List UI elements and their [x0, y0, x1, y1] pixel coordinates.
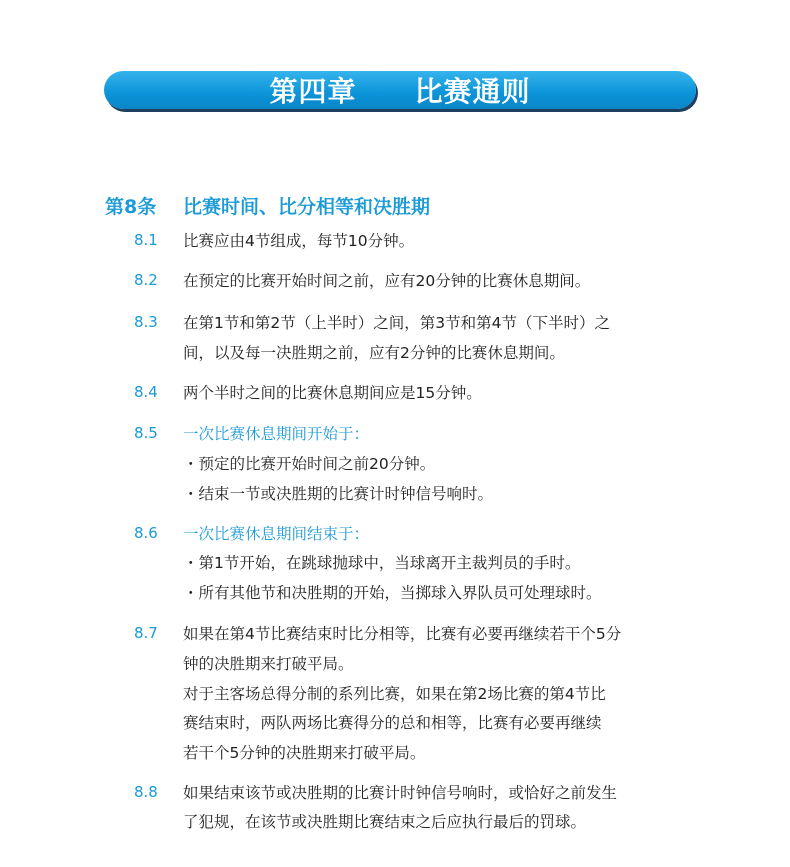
bullet-item: ・预定的比赛开始时间之前20分钟。: [183, 455, 436, 473]
clause-text: 两个半时之间的比赛休息期间应是15分钟。: [183, 384, 482, 402]
article-heading: [105, 192, 430, 219]
clause-number: 8.3: [134, 313, 158, 331]
chapter-title: 第四章 比赛通则: [269, 75, 531, 108]
article-title: 比赛时间、比分相等和决胜期: [183, 196, 431, 218]
clause-text: 在第1节和第2节（上半时）之间，第3节和第4节（下半时）之: [183, 314, 610, 332]
clause-number: 8.2: [134, 271, 158, 289]
chapter-banner: [104, 71, 696, 109]
bullet-item: ・结束一节或决胜期的比赛计时钟信号响时。: [183, 485, 494, 503]
clause-subheading: 一次比赛休息期间开始于：: [183, 425, 370, 443]
clause-text: 了犯规，在该节或决胜期比赛结束之后应执行最后的罚球。: [183, 813, 587, 831]
clause-number: 8.1: [134, 231, 158, 249]
clause-number: 8.8: [134, 783, 158, 801]
clause-number: 8.5: [134, 424, 158, 442]
clause-text: 赛结束时，两队两场比赛得分的总和相等，比赛有必要再继续: [183, 714, 602, 732]
clause-number: 8.7: [134, 624, 158, 642]
clause-text: 间，以及每一决胜期之前，应有2分钟的比赛休息期间。: [183, 344, 565, 362]
bullet-item: ・第1节开始，在跳球抛球中，当球离开主裁判员的手时。: [183, 554, 581, 572]
bullet-item: ・所有其他节和决胜期的开始，当掷球入界队员可处理球时。: [183, 584, 602, 602]
clause-text: 钟的决胜期来打破平局。: [183, 655, 354, 673]
clause-subheading: 一次比赛休息期间结束于：: [183, 525, 370, 543]
clause-text: 如果在第4节比赛结束时比分相等，比赛有必要再继续若干个5分: [183, 625, 622, 643]
clause-text: 对于主客场总得分制的系列比赛，如果在第2场比赛的第4节比: [183, 685, 606, 703]
clause-number: 8.4: [134, 383, 158, 401]
clause-text: 比赛应由4节组成，每节10分钟。: [183, 232, 415, 250]
clause-text: 若干个5分钟的决胜期来打破平局。: [183, 744, 426, 762]
clause-text: 如果结束该节或决胜期的比赛计时钟信号响时，或恰好之前发生: [183, 784, 618, 802]
article-number: 第8条: [105, 196, 157, 218]
clause-text: 在预定的比赛开始时间之前，应有20分钟的比赛休息期间。: [183, 272, 591, 290]
clause-number: 8.6: [134, 524, 158, 542]
